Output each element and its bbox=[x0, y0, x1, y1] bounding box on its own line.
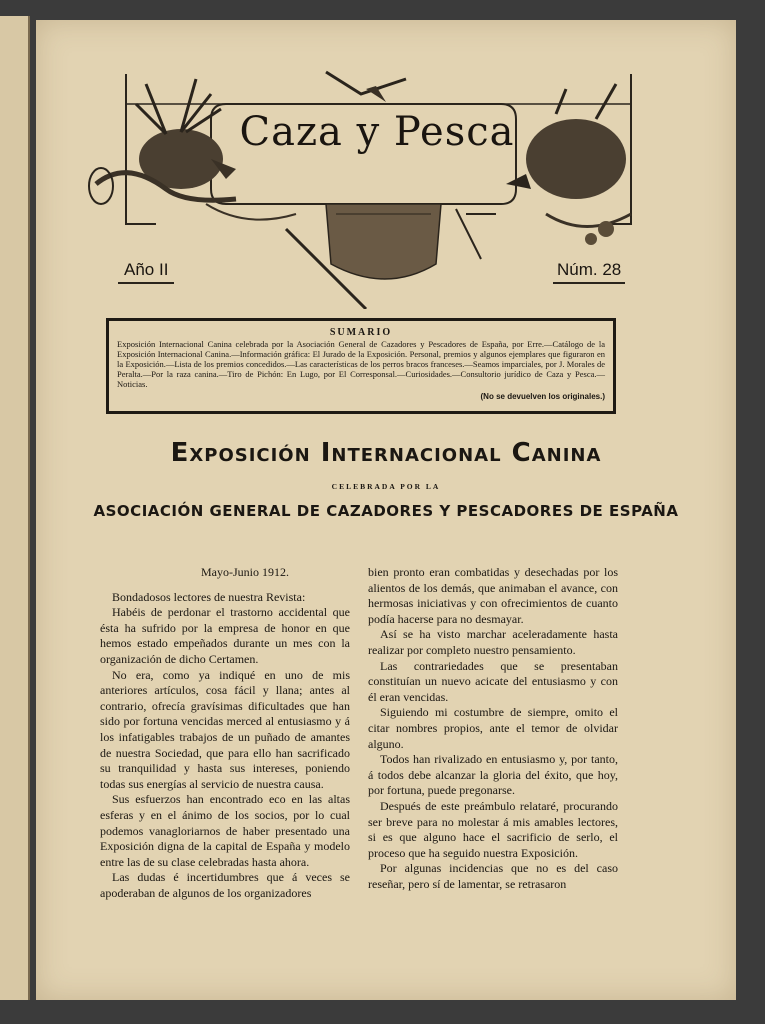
paragraph: Las dudas é incertidumbres que á veces se apoderaban de algunos de los organizadores bbox=[100, 870, 350, 900]
issue-year: Año II bbox=[118, 260, 174, 284]
paragraph: Todos han rivalizado en entusiasmo y, por tanto, á todos debe alcanzar la gloria del éxito, que hoy, por fortuna, puede pregonarse. bbox=[368, 752, 618, 798]
paragraph: Siguiendo mi costumbre de siempre, omito el citar nombres propios, ante el temor de olvidar alguno. bbox=[368, 705, 618, 751]
paragraph: Sus esfuerzos han encontrado eco en las altas esferas y en el ánimo de los socios, por lo cual podemos vanagloriarnos de haber presentado una Exposición digna de la capital de España y modelo entre las de su clase celebradas hasta ahora. bbox=[100, 792, 350, 869]
paragraph: No era, como ya indiqué en uno de mis anteriores artículos, cosa fácil y llana; antes al contrario, ofrecía gravísimas dificultades que han sido por fortuna vencidas merced al entusiasmo y á los infatigables trabajos de un puñado de amantes de nuestra Sociedad, que para ello han sacrificado su tranquilidad y hasta sus intereses, poniendo todas sus energías al servicio de nuestra causa. bbox=[100, 667, 350, 791]
paragraph: Bondadosos lectores de nuestra Revista: bbox=[112, 589, 306, 604]
organization-name: ASOCIACIÓN GENERAL DE CAZADORES Y PESCADORES DE ESPAÑA bbox=[93, 502, 679, 520]
paragraph: Así se ha visto marchar aceleradamente hasta realizar por completo nuestro pensamiento. bbox=[368, 627, 618, 657]
article-column-left bbox=[100, 565, 350, 901]
summary-box bbox=[106, 318, 616, 414]
summary-note: (No se devuelven los originales.) bbox=[480, 392, 605, 401]
adjacent-page-edge bbox=[0, 16, 30, 1000]
paragraph: Por algunas incidencias que no es del caso reseñar, pero sí de lamentar, se retrasaron bbox=[368, 861, 618, 891]
game-bag-icon bbox=[286, 204, 496, 309]
paragraph: Las contrariedades que se presentaban constituían un nuevo acicate del entusiasmo y con él eran vencidas. bbox=[368, 658, 618, 704]
issue-number: Núm. 28 bbox=[553, 260, 625, 284]
article-column-right bbox=[368, 565, 618, 892]
gun-and-bird-icon bbox=[326, 72, 406, 102]
paragraph: Habéis de perdonar el trastorno accidental que ésta ha sufrido por la empresa de honor en que hemos estado empeñados durante un mes con la organización de dicho Certamen. bbox=[100, 605, 350, 666]
magazine-title: Caza y Pesca bbox=[239, 109, 515, 155]
magazine-page bbox=[36, 20, 736, 1000]
summary-title: SUMARIO bbox=[329, 327, 393, 338]
summary-text: Exposición Internacional Canina celebrada por la Asociación General de Cazadores y Pescadores de España, por Erre.—Catálogo de la Exposición Internacional Canina.—Información gráfica: El Jurado de la Exposición. Personal, premios y algunos ejemplares que figuraron en la Exposición.—Lista de los premios concedidos.—Las características de los perros bracos franceses.—Seamos imparciales, por J. Morales de Peralta.—Por la raza canina.—Tiro de Pichón: En Lugo, por El Corresponsal.—Curiosidades.—Consultorio jurídico de Caza y Pesca.—Noticias. bbox=[117, 339, 605, 389]
article-date: Mayo-Junio 1912. bbox=[201, 565, 289, 579]
paragraph: Después de este preámbulo relataré, procurando ser breve para no molestar á mis amables lectores, si es que alguno hace el sacrificio de serlo, el proceso que ha seguido nuestra Exposición. bbox=[368, 798, 618, 860]
article-headline: Exposición Internacional Canina bbox=[170, 438, 602, 468]
boar-head-icon bbox=[506, 84, 631, 245]
article-subtitle: CELEBRADA POR LA bbox=[331, 482, 441, 491]
paragraph: bien pronto eran combatidas y desechadas por los alientos de los demás, que animaban el avance, con hermosas iniciativas y con ofrecimientos de cuanto podía hacerse para no desmayar. bbox=[368, 565, 618, 626]
